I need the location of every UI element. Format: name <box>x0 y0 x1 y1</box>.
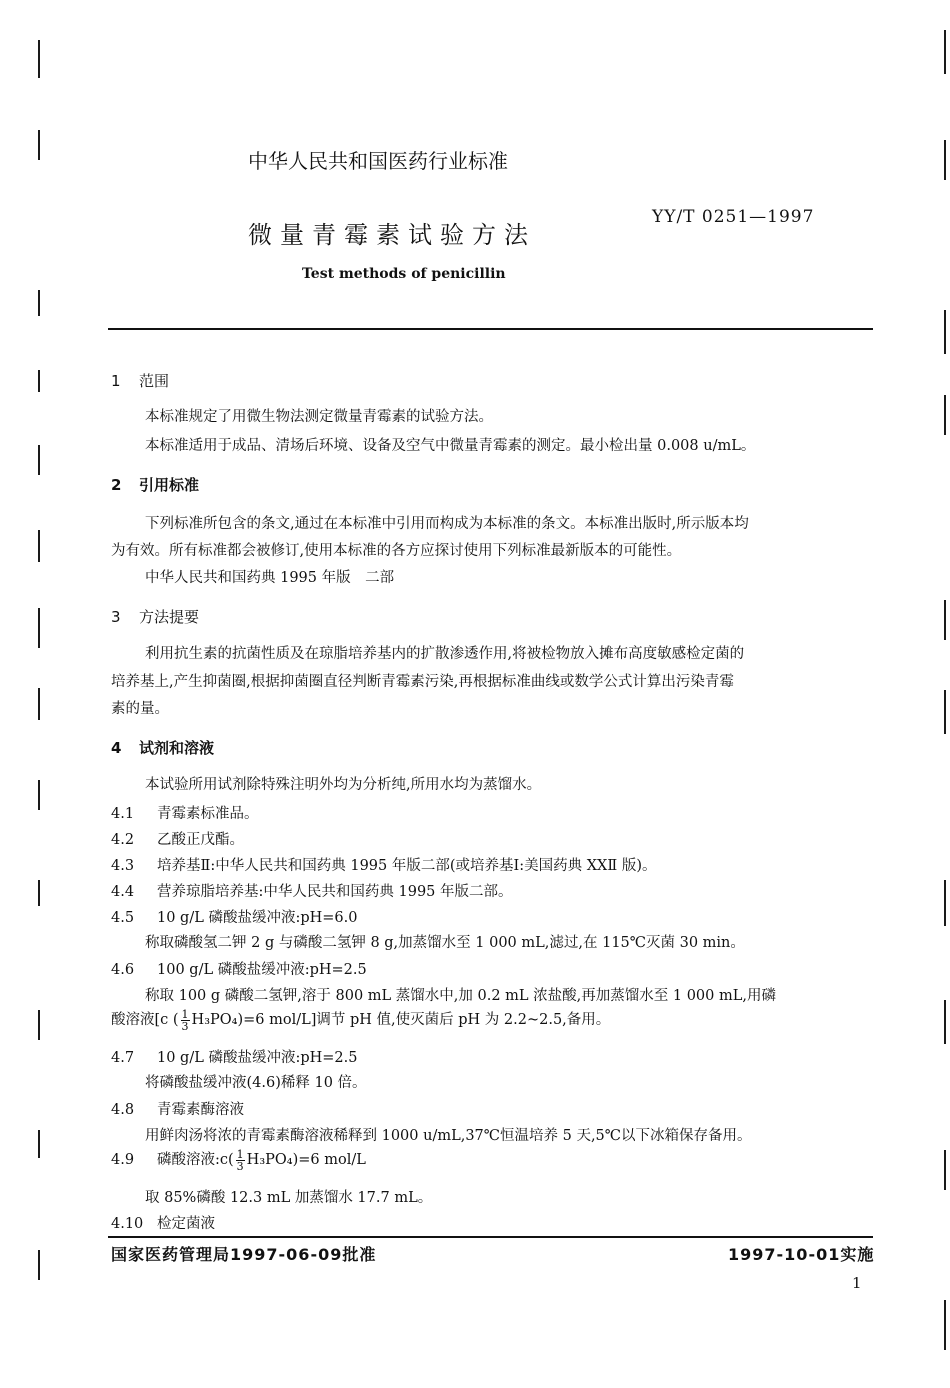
scan-edge-right <box>944 880 946 926</box>
list-item: 4.4 营养琼脂培养基:中华人民共和国药典 1995 年版二部。 <box>111 884 513 900</box>
scan-edge-left <box>38 40 40 78</box>
list-item: 4.9 磷酸溶液:c( $\frac{1}{3}$ H₃PO₄)=6 mol/L <box>111 1147 366 1173</box>
scan-edge-left <box>38 130 40 160</box>
paragraph: 将磷酸盐缓冲液(4.6)稀释 10 倍。 <box>145 1075 367 1091</box>
scan-edge-right <box>944 310 946 354</box>
scan-edge-right <box>944 690 946 734</box>
scan-edge-right <box>944 600 946 640</box>
list-item: 4.1 青霉素标准品。 <box>111 806 259 822</box>
scan-edge-left <box>38 608 40 648</box>
fraction: $\frac{1}{3}$ <box>236 1147 244 1173</box>
scan-edge-left <box>38 780 40 810</box>
scan-edge-left <box>38 530 40 562</box>
paragraph: 本标准规定了用微生物法测定微量青霉素的试验方法。 <box>145 409 493 425</box>
scan-edge-right <box>944 1150 946 1190</box>
paragraph: 用鲜肉汤将浓的青霉素酶溶液稀释到 1000 u/mL,37℃恒温培养 5 天,5℃以下冰箱保存备用。 <box>145 1128 752 1144</box>
scan-edge-left <box>38 445 40 475</box>
list-item: 4.5 10 g/L 磷酸盐缓冲液:pH=6.0 <box>111 910 358 926</box>
paragraph: 本试验所用试剂除特殊注明外均为分析纯,所用水均为蒸馏水。 <box>145 777 542 793</box>
paragraph: 取 85%磷酸 12.3 mL 加蒸馏水 17.7 mL。 <box>145 1190 433 1206</box>
scan-edge-right <box>944 1300 946 1350</box>
list-item: 4.7 10 g/L 磷酸盐缓冲液:pH=2.5 <box>111 1050 358 1066</box>
paragraph: 为有效。所有标准都会被修订,使用本标准的各方应探讨使用下列标准最新版本的可能性。 <box>111 543 682 559</box>
paragraph: 素的量。 <box>111 701 169 717</box>
paragraph: 称取 100 g 磷酸二氢钾,溶于 800 mL 蒸馏水中,加 0.2 mL 浓盐酸,再加蒸馏水至 1 000 mL,用磷 <box>145 988 776 1004</box>
header-divider <box>108 328 873 330</box>
scan-edge-right <box>944 1000 946 1044</box>
paragraph: 称取磷酸氢二钾 2 g 与磷酸二氢钾 8 g,加蒸馏水至 1 000 mL,滤过,在 115℃灭菌 30 min。 <box>145 935 745 951</box>
section-heading: 1 范围 <box>111 372 170 390</box>
standard-org-heading: 中华人民共和国医药行业标准 <box>248 149 508 173</box>
scan-edge-left <box>38 1010 40 1040</box>
scan-edge-left <box>38 370 40 392</box>
section-heading: 3 方法提要 <box>111 608 200 626</box>
scan-edge-left <box>38 1250 40 1280</box>
paragraph: 中华人民共和国药典 1995 年版 二部 <box>145 570 395 586</box>
footer-divider <box>108 1236 873 1238</box>
list-item: 4.8 青霉素酶溶液 <box>111 1102 244 1118</box>
page-number: 1 <box>852 1274 862 1292</box>
scan-edge-right <box>944 395 946 435</box>
list-item: 4.2 乙酸正戊酯。 <box>111 832 244 848</box>
list-item: 4.10 检定菌液 <box>111 1216 215 1232</box>
standard-code: YY/T 0251—1997 <box>652 207 815 227</box>
paragraph: 酸溶液[c ( $\frac{1}{3}$ H₃PO₄)=6 mol/L]调节 pH 值,使灭菌后 pH 为 2.2~2.5,备用。 <box>111 1007 611 1033</box>
scan-edge-left <box>38 880 40 906</box>
approval-line: 国家医药管理局1997-06-09批准 <box>111 1245 377 1264</box>
paragraph: 本标准适用于成品、清场后环境、设备及空气中微量青霉素的测定。最小检出量 0.008 u/mL。 <box>145 438 756 454</box>
scan-edge-right <box>944 140 946 180</box>
section-heading: 2 引用标准 <box>111 476 200 494</box>
scan-edge-left <box>38 290 40 316</box>
paragraph: 培养基上,产生抑菌圈,根据抑菌圈直径判断青霉素污染,再根据标准曲线或数学公式计算出污染青霉 <box>111 674 734 690</box>
section-heading: 4 试剂和溶液 <box>111 739 215 757</box>
fraction: $\frac{1}{3}$ <box>181 1007 189 1033</box>
effective-date: 1997-10-01实施 <box>728 1245 875 1264</box>
document-title: 微量青霉素试验方法 <box>248 221 536 249</box>
scan-edge-left <box>38 1130 40 1158</box>
english-subtitle: Test methods of penicillin <box>302 266 506 282</box>
paragraph: 下列标准所包含的条文,通过在本标准中引用而构成为本标准的条文。本标准出版时,所示版本均 <box>145 516 749 532</box>
paragraph: 利用抗生素的抗菌性质及在琼脂培养基内的扩散渗透作用,将被检物放入摊布高度敏感检定菌的 <box>145 646 745 662</box>
scan-edge-left <box>38 688 40 720</box>
list-item: 4.3 培养基Ⅱ:中华人民共和国药典 1995 年版二部(或培养基Ⅰ:美国药典 XXⅡ 版)。 <box>111 858 657 874</box>
list-item: 4.6 100 g/L 磷酸盐缓冲液:pH=2.5 <box>111 962 367 978</box>
scan-edge-right <box>944 30 946 74</box>
